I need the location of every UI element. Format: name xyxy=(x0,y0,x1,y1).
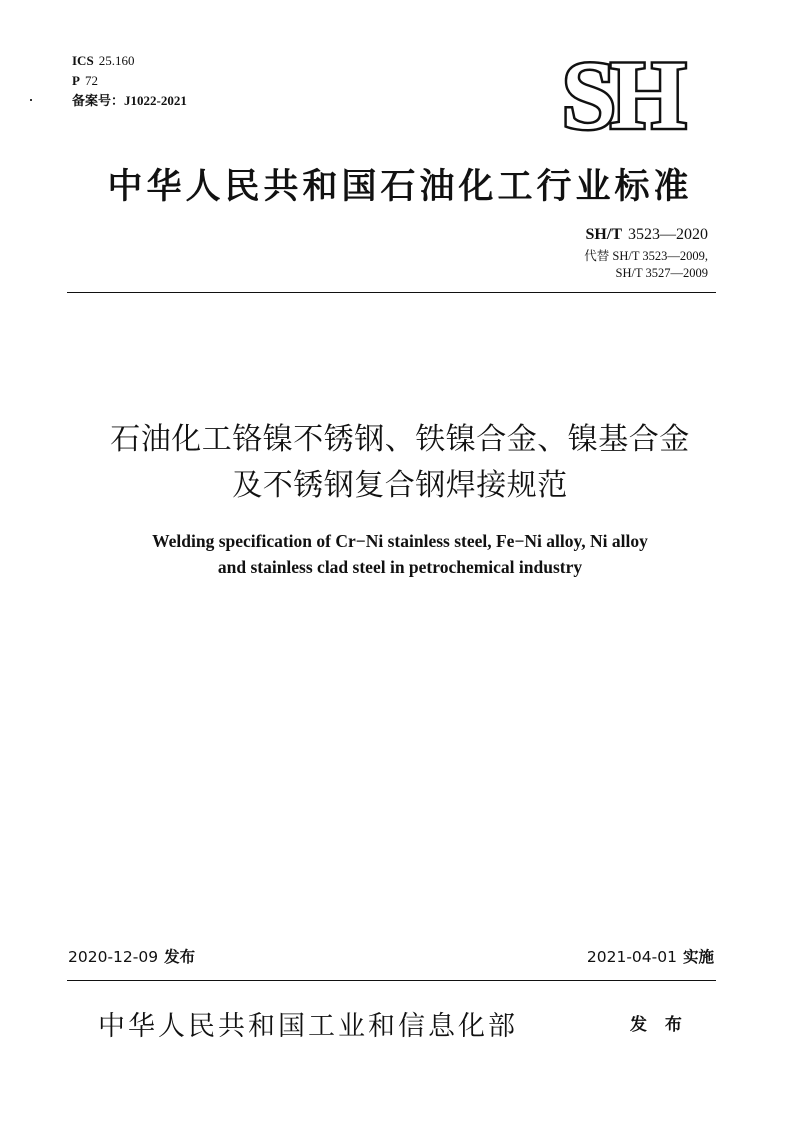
classification-line xyxy=(72,73,98,89)
footer-divider xyxy=(67,980,716,981)
doc-title-cn-line-1: 石油化工铬镍不锈钢、铁镍合金、镍基合金 xyxy=(110,422,690,457)
standard-number-value: 3523—2020 xyxy=(628,226,708,243)
doc-title-cn-line-2: 及不锈钢复合钢焊接规范 xyxy=(232,468,568,503)
doc-title-en-line-1: Welding specification of Cr−Ni stainless steel, Fe−Ni alloy, Ni alloy xyxy=(152,531,648,551)
record-number-label: 备案号： xyxy=(72,93,125,108)
replaces-line-1: 代替 SH/T 3523—2009, xyxy=(584,249,708,263)
standard-title: 中华人民共和国石油化工行业标准 xyxy=(107,167,693,207)
record-number-value: J1022-2021 xyxy=(124,93,187,108)
standard-number xyxy=(586,226,708,244)
publisher-label: 发 布 xyxy=(630,1015,688,1035)
publish-date: 2020-12-09 xyxy=(68,948,159,966)
effective-date-label: 实施 xyxy=(682,948,714,966)
classification-value: 72 xyxy=(84,73,98,88)
publish-date-line xyxy=(68,945,195,967)
header-divider xyxy=(67,292,716,293)
ics-line xyxy=(72,53,134,69)
classification-label: P xyxy=(72,73,80,88)
publisher-name: 中华人民共和国工业和信息化部 xyxy=(98,1011,518,1042)
scan-speck xyxy=(30,99,32,101)
effective-date-line xyxy=(587,945,714,967)
ics-value: 25.160 xyxy=(98,53,135,68)
standard-number-prefix: SH/T xyxy=(585,226,622,243)
replaces-line-2: SH/T 3527—2009 xyxy=(615,266,708,280)
sh-logo xyxy=(536,48,706,140)
effective-date: 2021-04-01 xyxy=(586,948,677,966)
record-number-line xyxy=(72,93,187,109)
doc-title-en-line-2: and stainless clad steel in petrochemical industry xyxy=(217,557,583,577)
publish-date-label: 发布 xyxy=(164,948,196,966)
ics-label: ICS xyxy=(72,53,94,68)
sh-logo-text: SH xyxy=(561,48,681,140)
